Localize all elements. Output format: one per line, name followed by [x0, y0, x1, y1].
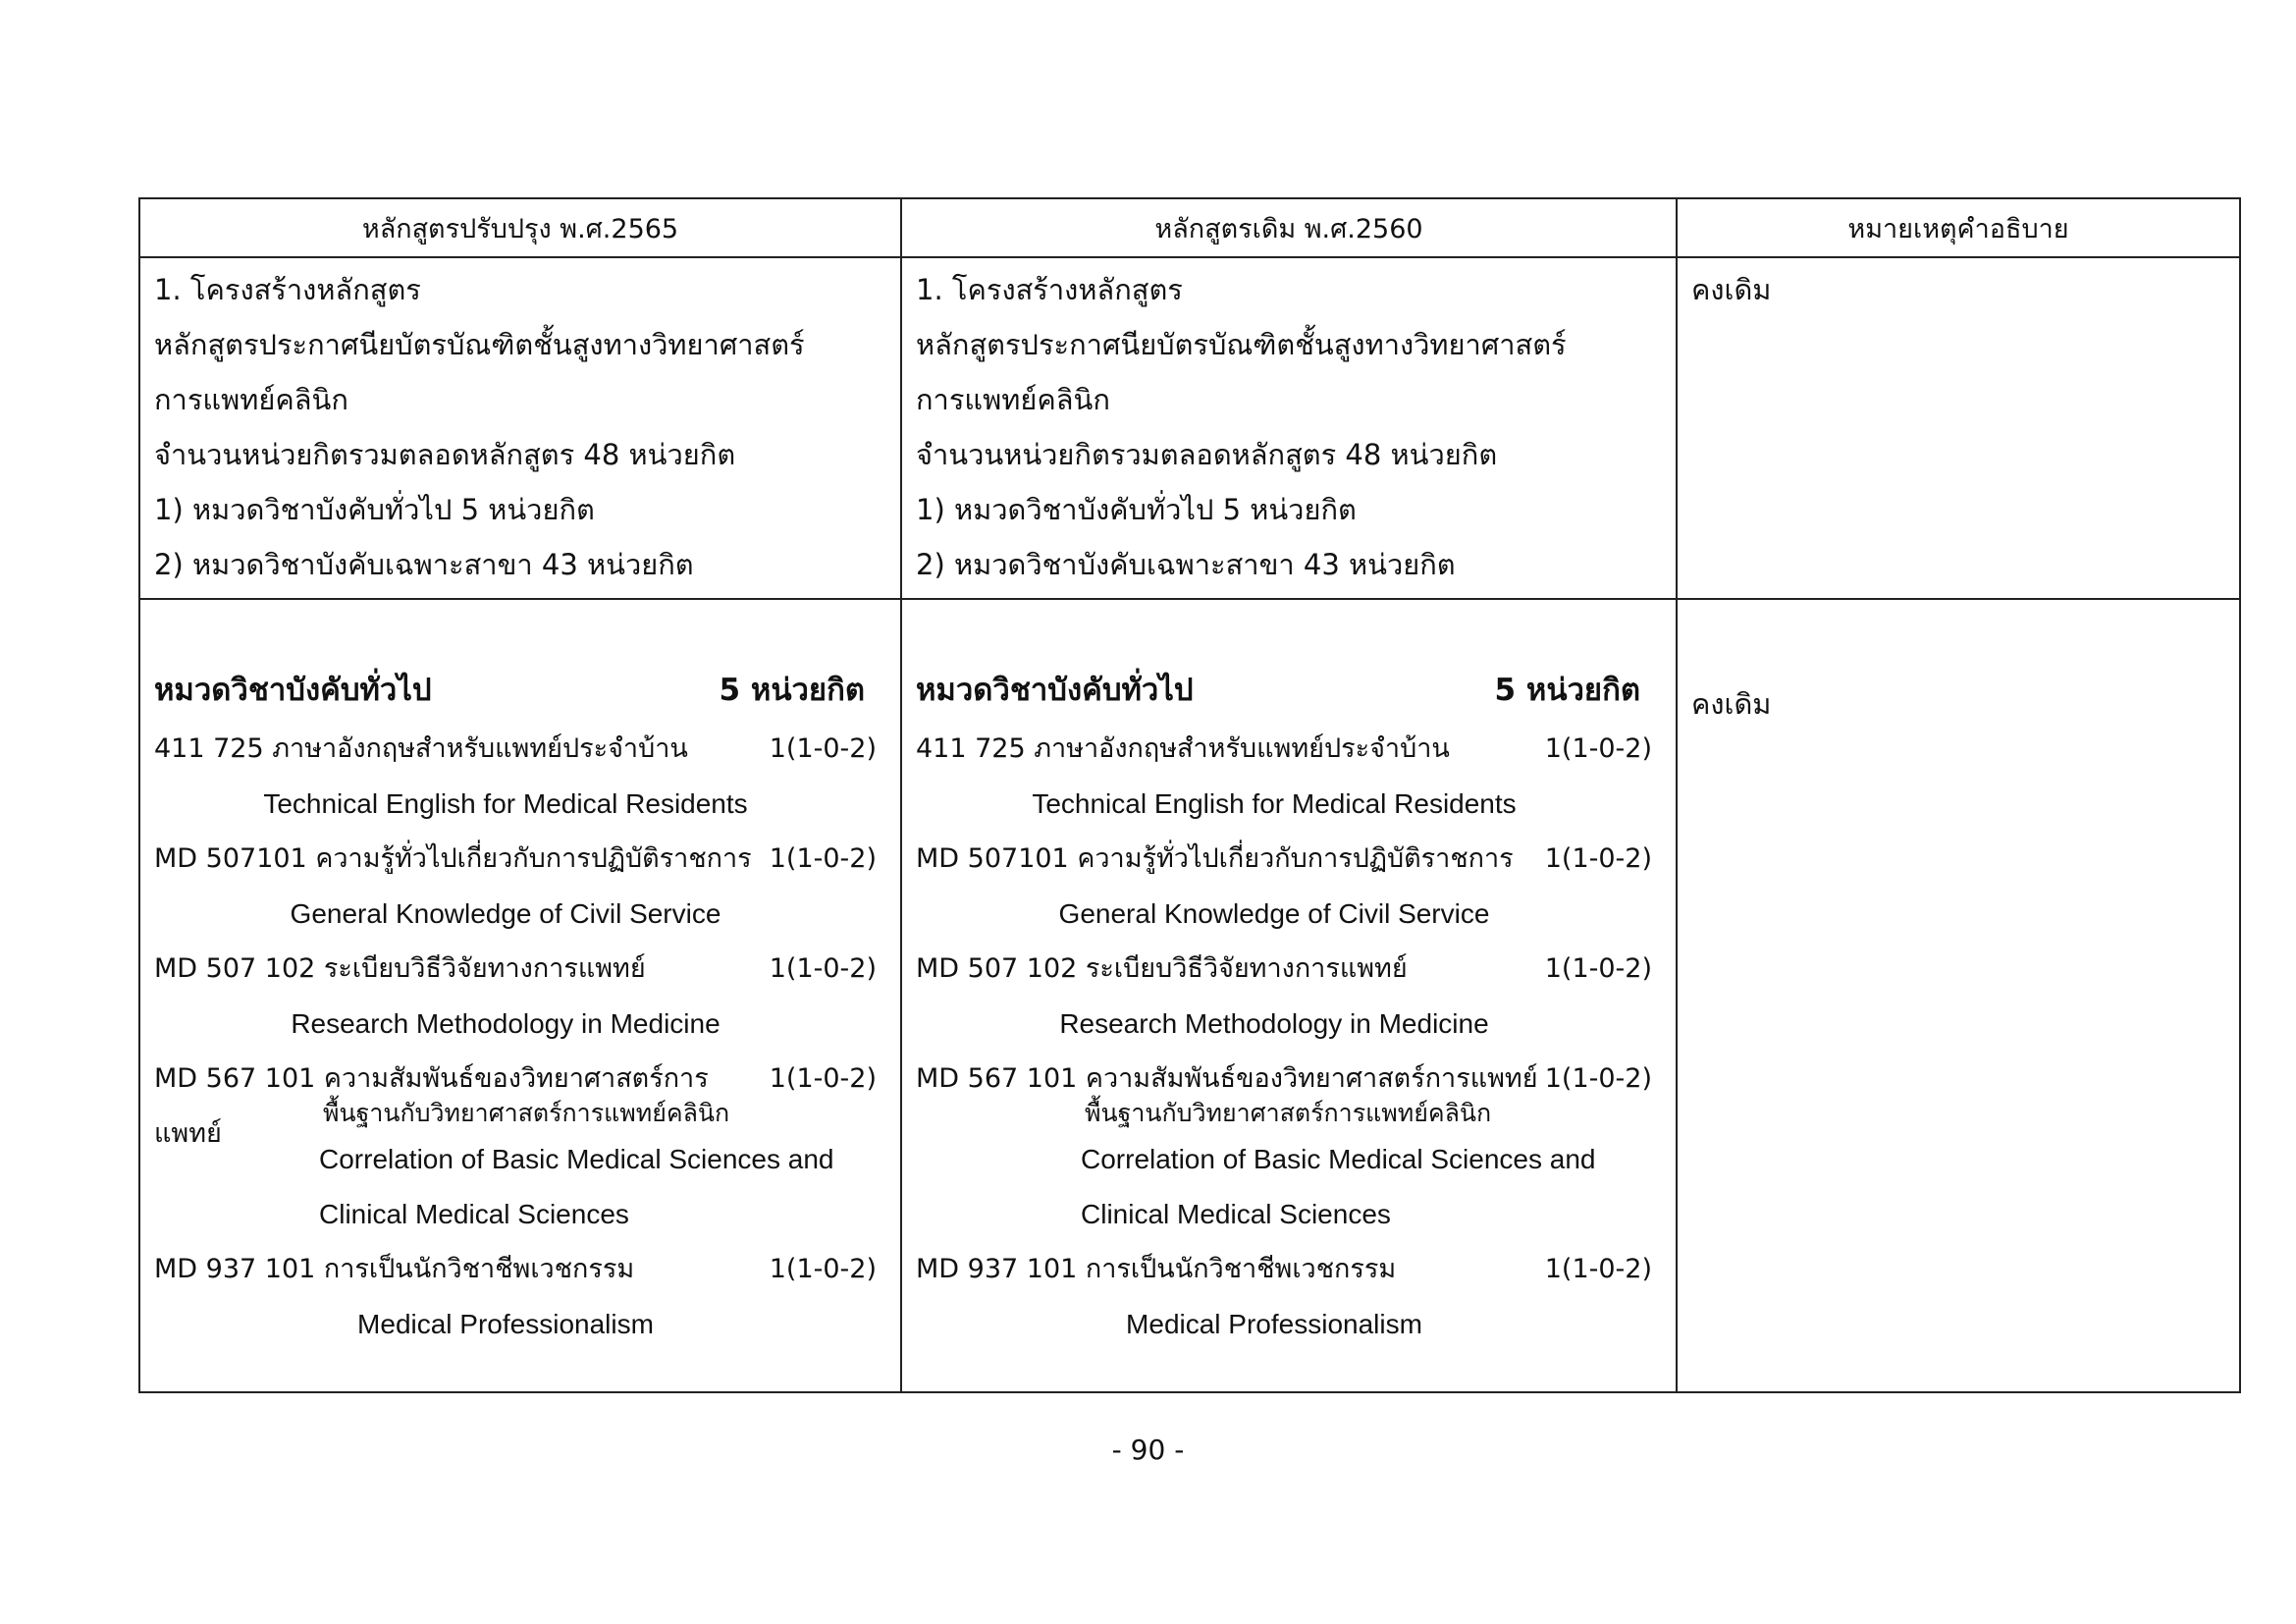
course-credit: 1(1-0-2) [769, 733, 877, 764]
course-title-continued: พื้นฐานกับวิทยาศาสตร์การแพทย์คลินิก [1085, 1099, 1492, 1127]
course-title: MD 567 101 ความสัมพันธ์ของวิทยาศาสตร์การแพทย์ [154, 1063, 709, 1149]
course-title: MD 937 101 การเป็นนักวิชาชีพเวชกรรม [916, 1254, 1397, 1284]
course-credit: 1(1-0-2) [1544, 733, 1652, 764]
courses-row [139, 599, 2240, 1392]
course-row [916, 832, 1662, 887]
course-row [916, 942, 1662, 997]
structure-line: 2) หมวดวิชาบังคับเฉพาะสาขา 43 หน่วยกิต [916, 548, 1456, 581]
course-english-title: Correlation of Basic Medical Sciences and [319, 1144, 834, 1174]
remark-unchanged: คงเดิม [1691, 273, 1772, 306]
courses-new [139, 599, 901, 1392]
course-row [154, 722, 886, 777]
category-heading [154, 659, 886, 722]
course-title: MD 937 101 การเป็นนักวิชาชีพเวชกรรม [154, 1254, 635, 1284]
course-credit: 1(1-0-2) [1544, 953, 1652, 984]
structure-line: การแพทย์คลินิก [154, 383, 348, 416]
course-row [916, 722, 1662, 777]
courses-old [901, 599, 1677, 1392]
course-english-title: Research Methodology in Medicine [1059, 1008, 1489, 1039]
course-title: MD 567 101 ความสัมพันธ์ของวิทยาศาสตร์การแพทย์ [916, 1063, 1538, 1094]
remark-unchanged: คงเดิม [1691, 687, 1772, 721]
category-name: หมวดวิชาบังคับทั่วไป [154, 673, 432, 708]
category-heading [916, 659, 1662, 722]
page-number: - 90 - [1111, 1434, 1185, 1466]
category-name: หมวดวิชาบังคับทั่วไป [916, 673, 1194, 708]
course-row [154, 832, 886, 887]
course-credit: 1(1-0-2) [769, 843, 877, 874]
course-english-title: Technical English for Medical Residents [263, 788, 748, 819]
course-credit: 1(1-0-2) [769, 953, 877, 984]
category-credits: 5 หน่วยกิต [719, 673, 865, 708]
structure-line: หลักสูตรประกาศนียบัตรบัณฑิตชั้นสูงทางวิทยาศาสตร์ [916, 328, 1567, 361]
course-credit: 1(1-0-2) [769, 1063, 877, 1094]
course-credit: 1(1-0-2) [1544, 843, 1652, 874]
structure-line: 1. โครงสร้างหลักสูตร [916, 273, 1183, 306]
course-row [154, 1242, 886, 1297]
course-credit: 1(1-0-2) [769, 1254, 877, 1284]
structure-old [901, 257, 1677, 599]
course-english-title-continued: Clinical Medical Sciences [319, 1199, 629, 1229]
header-row [139, 198, 2240, 257]
course-english-title: Research Methodology in Medicine [291, 1008, 721, 1039]
header-new-curriculum: หลักสูตรปรับปรุง พ.ศ.2565 [139, 198, 901, 257]
course-english-title: Correlation of Basic Medical Sciences and [1081, 1144, 1596, 1174]
course-title: MD 507 102 ระเบียบวิธีวิจัยทางการแพทย์ [154, 953, 646, 984]
courses-remark [1677, 599, 2240, 1392]
course-english-title: Medical Professionalism [1126, 1309, 1422, 1339]
course-credit: 1(1-0-2) [1544, 1254, 1652, 1284]
course-english-title: Technical English for Medical Residents [1032, 788, 1517, 819]
course-title: 411 725 ภาษาอังกฤษสำหรับแพทย์ประจำบ้าน [916, 733, 1450, 764]
course-title: 411 725 ภาษาอังกฤษสำหรับแพทย์ประจำบ้าน [154, 733, 688, 764]
structure-line: 1. โครงสร้างหลักสูตร [154, 273, 421, 306]
structure-line: 1) หมวดวิชาบังคับทั่วไป 5 หน่วยกิต [154, 493, 595, 526]
structure-line: 2) หมวดวิชาบังคับเฉพาะสาขา 43 หน่วยกิต [154, 548, 694, 581]
course-english-title: General Knowledge of Civil Service [290, 898, 721, 929]
structure-line: จำนวนหน่วยกิตรวมตลอดหลักสูตร 48 หน่วยกิต [154, 438, 736, 471]
structure-line: หลักสูตรประกาศนียบัตรบัณฑิตชั้นสูงทางวิทยาศาสตร์ [154, 328, 805, 361]
structure-line: 1) หมวดวิชาบังคับทั่วไป 5 หน่วยกิต [916, 493, 1357, 526]
course-english-title-continued: Clinical Medical Sciences [1081, 1199, 1391, 1229]
course-english-title: General Knowledge of Civil Service [1058, 898, 1490, 929]
structure-line: จำนวนหน่วยกิตรวมตลอดหลักสูตร 48 หน่วยกิต [916, 438, 1498, 471]
course-row [154, 942, 886, 997]
course-title: MD 507101 ความรู้ทั่วไปเกี่ยวกับการปฏิบัติราชการ [154, 843, 752, 874]
category-credits: 5 หน่วยกิต [1494, 673, 1640, 708]
header-old-curriculum: หลักสูตรเดิม พ.ศ.2560 [901, 198, 1677, 257]
course-english-title: Medical Professionalism [357, 1309, 654, 1339]
structure-row [139, 257, 2240, 599]
structure-line: การแพทย์คลินิก [916, 383, 1110, 416]
header-remarks: หมายเหตุคำอธิบาย [1677, 198, 2240, 257]
course-credit: 1(1-0-2) [1544, 1063, 1652, 1094]
comparison-table [138, 197, 2241, 1393]
course-title: MD 507101 ความรู้ทั่วไปเกี่ยวกับการปฏิบัติราชการ [916, 843, 1514, 874]
course-title-continued: พื้นฐานกับวิทยาศาสตร์การแพทย์คลินิก [323, 1099, 730, 1127]
structure-new [139, 257, 901, 599]
course-row [916, 1242, 1662, 1297]
structure-remark [1677, 257, 2240, 599]
course-title: MD 507 102 ระเบียบวิธีวิจัยทางการแพทย์ [916, 953, 1408, 984]
